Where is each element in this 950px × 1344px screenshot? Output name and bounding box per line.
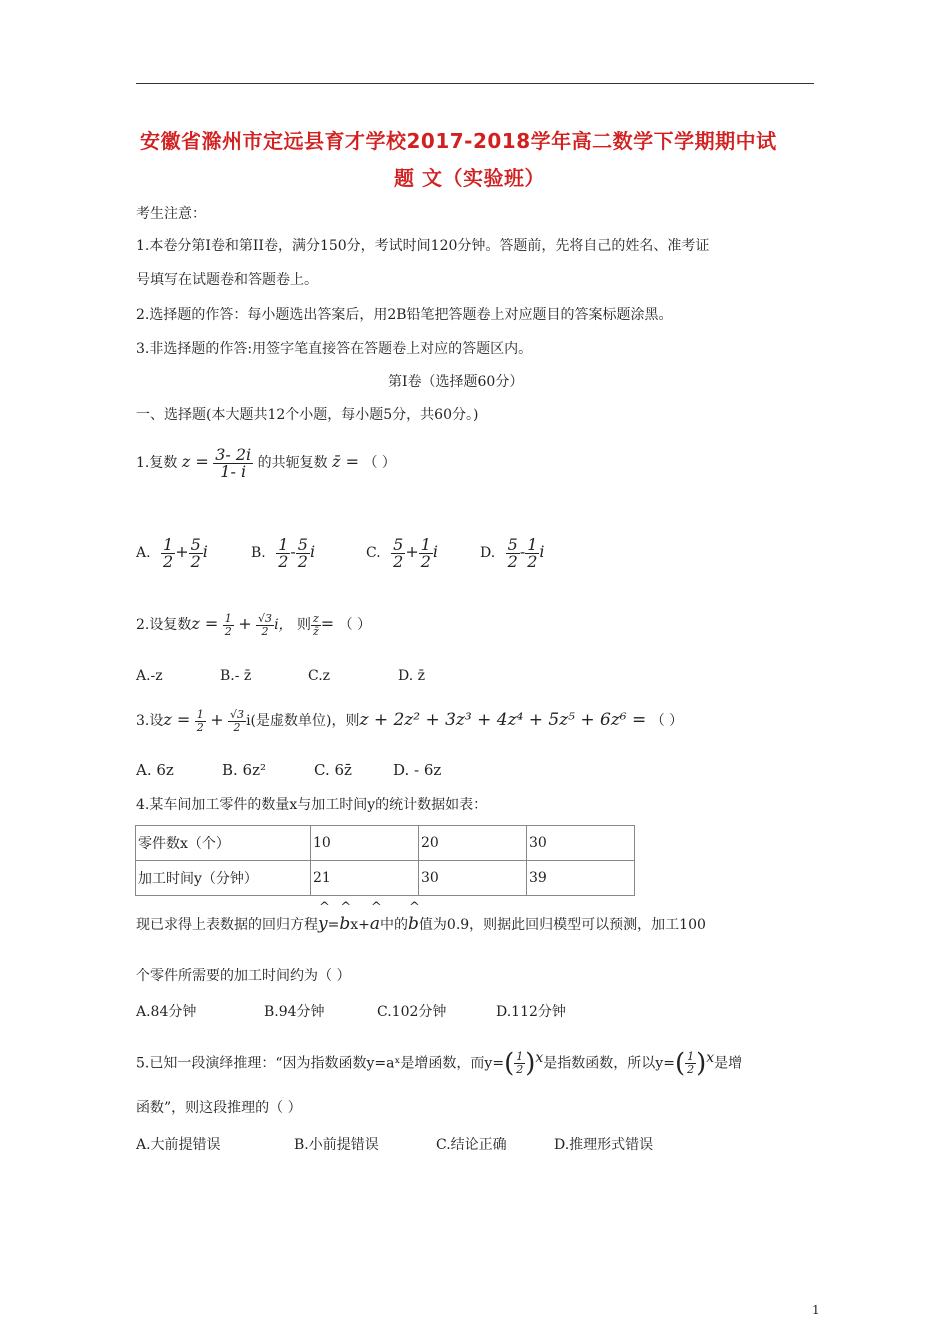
header-rule [136, 83, 814, 84]
exam-title-line1: 安徽省滁州市定远县育才学校2017-2018学年高二数学下学期期中试 [140, 129, 777, 153]
table-cell: 20 [419, 826, 527, 861]
q5-option-c: C.结论正确 [436, 1137, 507, 1153]
question-2: 2.设复数z = $\frac{1}{2}$ + $\frac{√3}{2}$ i， 则 $\frac{z}{z̄}$ = （ ） [136, 611, 372, 638]
q3-option-b: B. 6z² [222, 761, 267, 779]
q3-option-a: A. 6z [136, 761, 174, 779]
q3-expression: z + 2z² + 3z³ + 4z⁴ + 5z⁵ + 6z⁶ = [359, 710, 647, 730]
q1-option-b: B. $\frac{1}{2}$ - $\frac{5}{2}$ i [251, 534, 316, 571]
q1-prefix: 1.复数 [136, 455, 178, 471]
q3-frac1: $\frac{1}{2}$ [196, 707, 204, 734]
notice-item1-a: 1.本卷分第Ⅰ卷和第II卷，满分150分，考试时间120分钟。答题前，先将自己的姓名、准考证 [136, 238, 710, 254]
q1-zbar-eq: z̄ = [332, 452, 359, 471]
b-hat: ^ b [339, 910, 350, 938]
q2-z-eq: z = [191, 614, 219, 633]
notice-item1-b: 号填写在试题卷和答题卷上。 [136, 272, 318, 288]
q1-fraction [213, 444, 253, 481]
b-hat-2: ^ b [408, 910, 419, 938]
q4-option-c: C.102分钟 [377, 1004, 447, 1020]
q3-prefix: 3.设 [136, 713, 164, 729]
q3-option-c: C. 6z̄ [314, 761, 352, 779]
q4-line2: 个零件所需要的加工时间约为（ ） [136, 968, 351, 984]
section1-title: 一、选择题(本大题共12个小题，每小题5分，共60分。) [136, 407, 479, 423]
q2-z-over-zbar: $\frac{z}{z̄}$ [313, 611, 319, 638]
page-number: 1 [812, 1303, 820, 1317]
table-cell: 加工时间y（分钟） [136, 861, 311, 896]
part1-title: 第Ⅰ卷（选择题60分） [388, 374, 524, 390]
table-cell: 39 [527, 861, 635, 896]
q4-option-b: B.94分钟 [264, 1004, 325, 1020]
notice-heading: 考生注意： [136, 206, 206, 222]
q5-line2: 函数”，则这段推理的（ ） [136, 1100, 302, 1116]
q3-option-d: D. - 6z [393, 761, 442, 779]
question-5: 5.已知一段演绎推理：“因为指数函数y=aˣ是增函数，而y=( $\frac{1}{2}$ )$^x$是指数函数，所以y=( $\frac{1}{2}$ )$^x$是增 [136, 1048, 743, 1079]
y-hat: ^ y [318, 910, 328, 938]
q5-option-a: A.大前提错误 [136, 1137, 221, 1153]
notice-item2: 2.选择题的作答：每小题选出答案后，用2B铅笔把答题卷上对应题目的答案标题涂黑。 [136, 307, 673, 323]
q5-option-d: D.推理形式错误 [554, 1137, 654, 1153]
q2-prefix: 2.设复数 [136, 617, 192, 633]
q4-data-table [135, 825, 635, 896]
q4-stem: 4.某车间加工零件的数量x与加工时间y的统计数据如表： [136, 797, 488, 813]
q1-mid: 的共轭复数 [257, 455, 328, 471]
table-cell: 零件数x（个） [136, 826, 311, 861]
q4-option-d: D.112分钟 [496, 1004, 566, 1020]
q3-paren: （ ） [650, 713, 684, 729]
table-cell: 30 [527, 826, 635, 861]
q2-option-b: B.- z̄ [220, 668, 252, 684]
q3-note: i(是虚数单位)，则 [246, 713, 360, 729]
q1-option-a: A. $\frac{1}{2}$ + $\frac{5}{2}$ i [136, 534, 208, 571]
question-3: 3.设z = $\frac{1}{2}$ + $\frac{√3}{2}$ i(是虚数单位)，则z + 2z² + 3z³ + 4z⁴ + 5z⁵ + 6z⁶ = （ ） [136, 707, 684, 734]
q1-denominator: 1- i [220, 461, 247, 481]
q2-option-c: C.z [308, 668, 331, 684]
q2-option-d: D. z̄ [398, 668, 426, 684]
q5-option-b: B.小前提错误 [294, 1137, 379, 1153]
a-hat: ^ a [370, 910, 380, 938]
q2-frac1: $\frac{1}{2}$ [224, 611, 232, 638]
table-cell: 30 [419, 861, 527, 896]
q1-z-eq: z = [181, 452, 209, 471]
q4-option-a: A.84分钟 [136, 1004, 197, 1020]
q1-paren: （ ） [363, 455, 396, 471]
table-row [136, 861, 635, 896]
q2-frac2: $\frac{√3}{2}$ [258, 611, 273, 638]
question-1 [136, 438, 396, 487]
q2-option-a: A.-z [136, 668, 163, 684]
q1-option-c: C. $\frac{5}{2}$ + $\frac{1}{2}$ i [366, 534, 439, 571]
table-cell: 21 [311, 861, 419, 896]
q2-paren: （ ） [338, 617, 372, 633]
notice-item3: 3.非选择题的作答:用签字笔直接答在答题卷上对应的答题区内。 [136, 341, 533, 357]
q1-option-d: D. $\frac{5}{2}$ - $\frac{1}{2}$ i [480, 534, 545, 571]
q1-numerator: 3- 2i [215, 444, 252, 464]
table-row [136, 826, 635, 861]
q3-frac2: $\frac{√3}{2}$ [230, 707, 245, 734]
exam-title-line2: 题 文（实验班） [394, 166, 545, 190]
table-cell: 10 [311, 826, 419, 861]
q4-regression-line: 现已求得上表数据的回归方程^ y=^ bx+^ a中的^ b值为0.9，则据此回归模型可以预测，加工100 [136, 910, 706, 939]
